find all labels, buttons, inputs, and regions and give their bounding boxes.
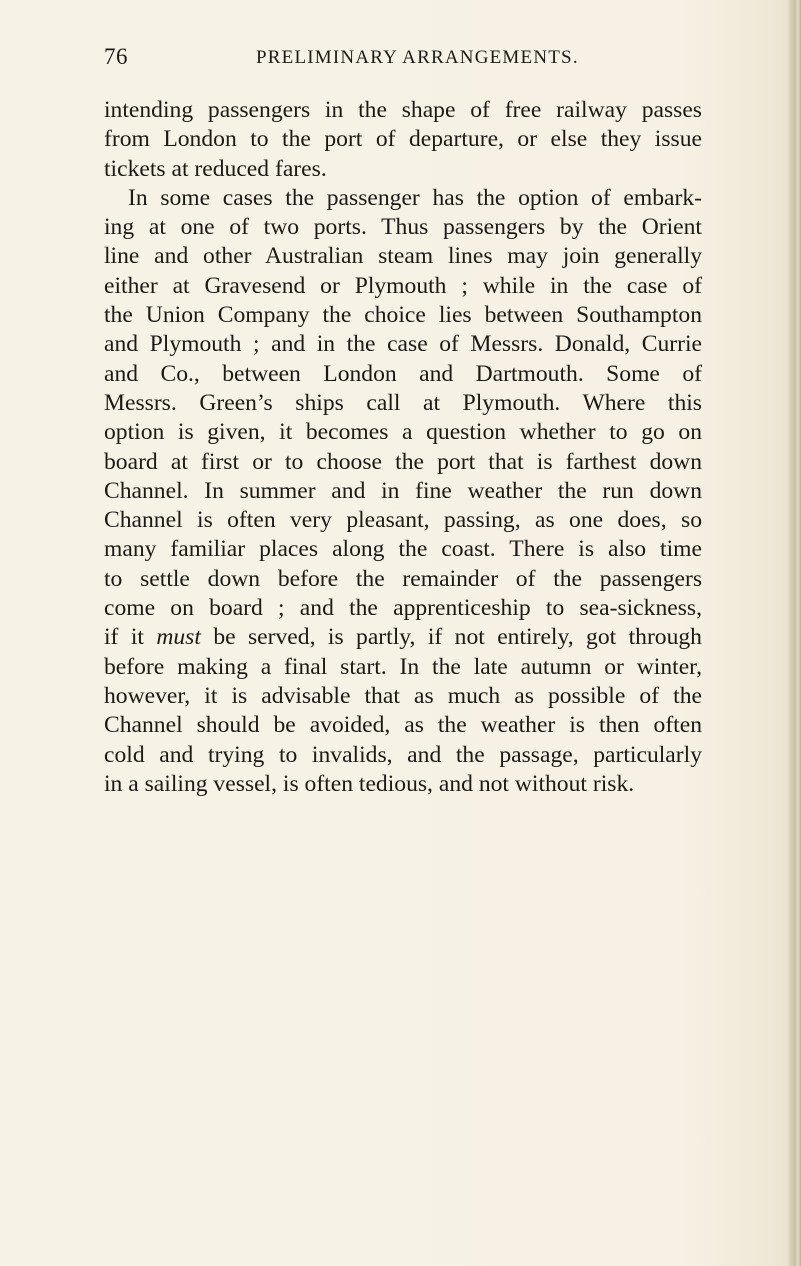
text-line: to settle down before the remainder of the passengers <box>104 565 702 592</box>
text-line: line and other Australian steam lines may join generally <box>104 243 702 270</box>
text-line: Messrs. Green’s ships call at Plymouth. Where this <box>104 389 702 416</box>
running-head-title: PRELIMINARY ARRANGEMENTS. <box>256 47 579 68</box>
text-line: tickets at reduced fares. <box>104 155 327 182</box>
text-line: the Union Company the choice lies between Southampton <box>104 302 702 329</box>
text-line: and Co., between London and Dartmouth. Some of <box>104 360 702 387</box>
page-edge <box>791 0 801 1266</box>
line-prefix: if it <box>104 624 144 651</box>
running-head <box>104 44 702 78</box>
text-line: Channel should be avoided, as the weather is then often <box>104 712 702 739</box>
text-line: in a sailing vessel, is often tedious, and not without risk. <box>104 770 635 797</box>
text-line: come on board ; and the apprenticeship to sea-sickness, <box>104 595 702 622</box>
italic-word: must <box>156 624 201 651</box>
text-line: Channel. In summer and in fine weather the run down <box>104 477 702 504</box>
text-line: cold and trying to invalids, and the passage, particularly <box>104 741 702 768</box>
text-line: intending passengers in the shape of free railway passes <box>104 97 702 123</box>
text-line: In some cases the passenger has the option of embark- <box>128 184 702 211</box>
text-line: from London to the port of departure, or else they issue <box>104 126 702 153</box>
body-text <box>104 96 702 799</box>
page-number: 76 <box>104 44 128 69</box>
text-line: however, it is advisable that as much as possible of the <box>104 682 702 709</box>
text-line: ing at one of two ports. Thus passengers by the Orient <box>104 214 702 241</box>
text-line: and Plymouth ; and in the case of Messrs. Donald, Currie <box>104 331 702 358</box>
text-line: either at Gravesend or Plymouth ; while in the case of <box>104 272 702 299</box>
text-line-with-italic <box>104 623 702 652</box>
text-line: option is given, it becomes a question whether to go on <box>104 419 702 446</box>
text-line: board at first or to choose the port that is farthest down <box>104 448 702 475</box>
text-line: many familiar places along the coast. There is also time <box>104 536 702 563</box>
text-line: Channel is often very pleasant, passing, as one does, so <box>104 507 702 534</box>
line-remainder: be served, is partly, if not entirely, got through <box>213 624 702 651</box>
text-line: before making a final start. In the late autumn or winter, <box>104 653 702 680</box>
